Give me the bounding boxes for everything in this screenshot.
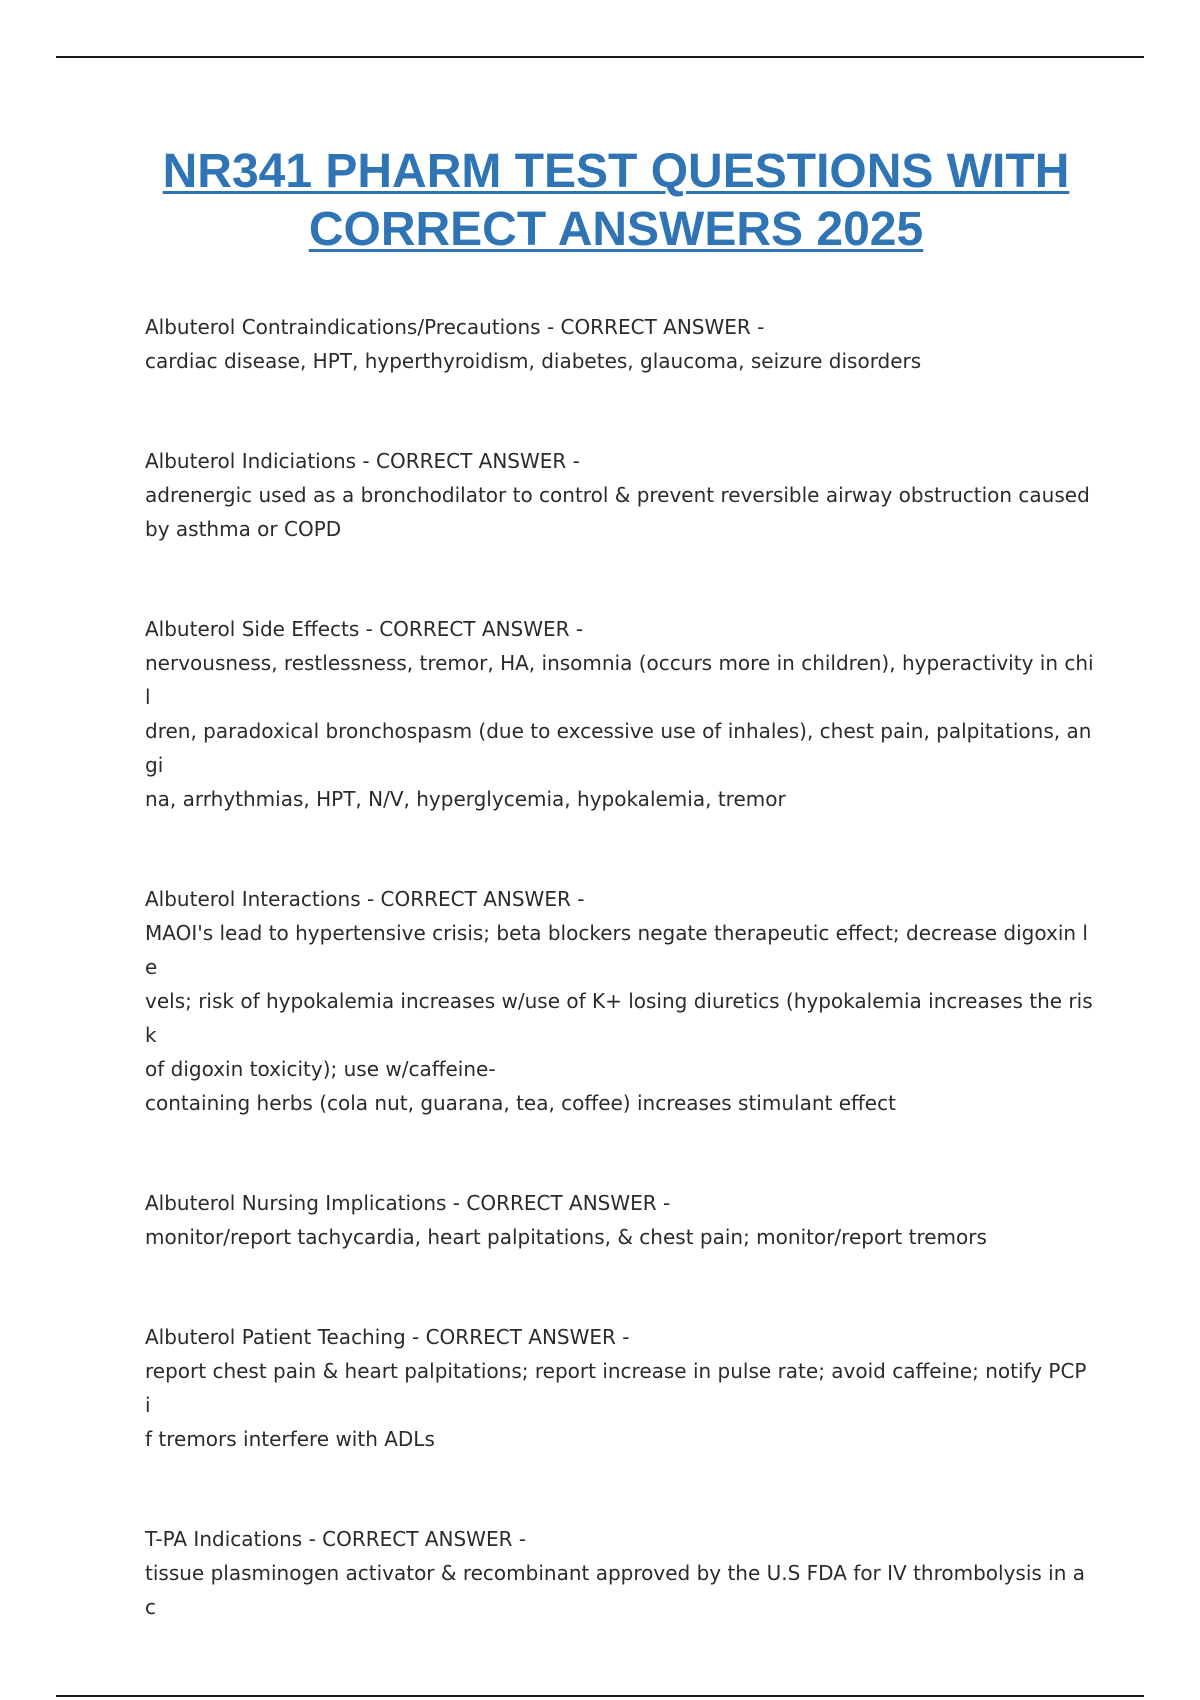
answer-text: report chest pain & heart palpitations; report increase in pulse rate; avoid caffeine; notify PCP i f tremors interfere with ADLs	[145, 1359, 1087, 1451]
title-line-2: CORRECT ANSWERS 2025	[308, 203, 924, 256]
answer-text: adrenergic used as a bronchodilator to control & prevent reversible airway obstruction caused by asthma or COPD	[145, 483, 1090, 541]
document-title	[80, 143, 1152, 259]
footer-rule	[56, 1695, 1144, 1697]
question-text: Albuterol Indiciations - CORRECT ANSWER -	[145, 449, 580, 473]
header-rule	[56, 56, 1144, 58]
question-text: T-PA Indications - CORRECT ANSWER -	[145, 1527, 527, 1551]
question-text: Albuterol Contraindications/Precautions - CORRECT ANSWER -	[145, 315, 765, 339]
qa-entry	[145, 882, 1095, 1120]
answer-text: monitor/report tachycardia, heart palpitations, & chest pain; monitor/report tremors	[145, 1225, 987, 1249]
qa-entry	[145, 444, 1095, 546]
answer-text: cardiac disease, HPT, hyperthyroidism, diabetes, glaucoma, seizure disorders	[145, 349, 922, 373]
question-text: Albuterol Nursing Implications - CORRECT ANSWER -	[145, 1191, 671, 1215]
qa-entry	[145, 1522, 1095, 1624]
qa-entry	[145, 310, 1095, 378]
qa-entry	[145, 612, 1095, 816]
question-text: Albuterol Patient Teaching - CORRECT ANSWER -	[145, 1325, 630, 1349]
qa-entry	[145, 1186, 1095, 1254]
question-text: Albuterol Side Effects - CORRECT ANSWER -	[145, 617, 584, 641]
qa-entry	[145, 1320, 1095, 1456]
answer-text: nervousness, restlessness, tremor, HA, insomnia (occurs more in children), hyperactivity in chil dren, paradoxical bronchospasm (due to excessive use of inhales), chest pain, palpitations, angi na, arrhythmias, HPT, N/V, hyperglycemia, hypokalemia, tremor	[145, 651, 1094, 811]
answer-text: tissue plasminogen activator & recombinant approved by the U.S FDA for IV thrombolysis in ac	[145, 1561, 1086, 1619]
answer-text: MAOI's lead to hypertensive crisis; beta blockers negate therapeutic effect; decrease digoxin le vels; risk of hypokalemia increases w/use of K+ losing diuretics (hypokalemia increases the risk of digoxin toxicity); use w/caffeine- containing herbs (cola nut, guarana, tea, coffee) increases stimulant effect	[145, 921, 1093, 1115]
qa-list	[145, 310, 1095, 1690]
question-text: Albuterol Interactions - CORRECT ANSWER -	[145, 887, 585, 911]
title-line-1: NR341 PHARM TEST QUESTIONS WITH	[162, 145, 1070, 198]
